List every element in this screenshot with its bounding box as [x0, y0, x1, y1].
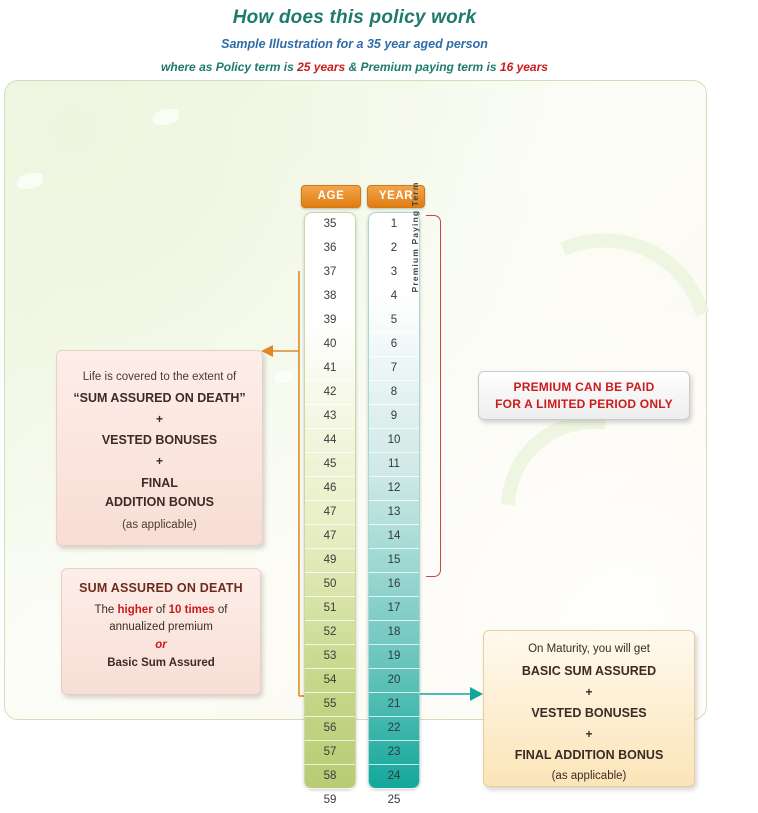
- year-cell: 2: [369, 237, 419, 261]
- age-cell: 43: [305, 405, 355, 429]
- year-cell: 20: [369, 669, 419, 693]
- death-benefit-line5: (as applicable): [122, 519, 197, 531]
- year-cell: 11: [369, 453, 419, 477]
- premium-period-line2: FOR A LIMITED PERIOD ONLY: [495, 397, 673, 411]
- maturity-benefit-box: [483, 630, 695, 787]
- page-subtitle-terms: [0, 60, 709, 74]
- maturity-line4: FINAL ADDITION BONUS: [514, 748, 664, 762]
- year-cell: 10: [369, 429, 419, 453]
- year-cell: 6: [369, 333, 419, 357]
- sum-assured-row1-pre: The: [94, 604, 118, 616]
- sum-assured-row3: Basic Sum Assured: [107, 657, 215, 669]
- death-benefit-line3: VESTED BONUSES: [101, 433, 218, 447]
- year-cell: 21: [369, 693, 419, 717]
- year-cell: 19: [369, 645, 419, 669]
- age-cell: 42: [305, 381, 355, 405]
- age-cell: 54: [305, 669, 355, 693]
- maturity-plus2: +: [585, 727, 593, 741]
- age-column-header: AGE: [301, 185, 361, 208]
- year-column-header: YEAR: [367, 185, 425, 208]
- age-cell: 46: [305, 477, 355, 501]
- death-benefit-line4b: ADDITION BONUS: [104, 495, 215, 509]
- year-cell: 4: [369, 285, 419, 309]
- age-cell: 47: [305, 501, 355, 525]
- age-cell: 53: [305, 645, 355, 669]
- death-benefit-plus2: +: [155, 454, 163, 468]
- age-cell: 57: [305, 741, 355, 765]
- year-cell: 8: [369, 381, 419, 405]
- maturity-plus1: +: [585, 685, 593, 699]
- sum-assured-heading: SUM ASSURED ON DEATH: [79, 581, 243, 595]
- decorative-swirl: [430, 193, 758, 536]
- policy-term-value: 25 years: [297, 60, 346, 74]
- year-cell: 15: [369, 549, 419, 573]
- age-cell: 35: [305, 213, 355, 237]
- death-benefit-line2: “SUM ASSURED ON DEATH”: [73, 391, 246, 405]
- age-cell: 44: [305, 429, 355, 453]
- year-cell: 25: [369, 789, 419, 813]
- death-benefit-line4a: FINAL: [141, 476, 178, 490]
- age-cell: 52: [305, 621, 355, 645]
- age-cell: 58: [305, 765, 355, 789]
- sum-assured-row2: annualized premium: [109, 621, 213, 633]
- decorative-leaf: [153, 109, 179, 125]
- year-cell: 5: [369, 309, 419, 333]
- age-cell: 59: [305, 789, 355, 813]
- premium-period-line1: PREMIUM CAN BE PAID: [513, 380, 655, 394]
- age-cell: 36: [305, 237, 355, 261]
- age-cell: 49: [305, 549, 355, 573]
- age-cell: 40: [305, 333, 355, 357]
- decorative-leaf: [275, 371, 293, 383]
- age-cell: 50: [305, 573, 355, 597]
- year-cell: 13: [369, 501, 419, 525]
- sum-assured-times: 10 times: [168, 604, 215, 616]
- year-cell: 7: [369, 357, 419, 381]
- age-cell: 47: [305, 525, 355, 549]
- year-cell: 17: [369, 597, 419, 621]
- premium-paying-term-label: Premium Paying Term: [410, 181, 420, 293]
- sum-assured-higher: higher: [117, 604, 153, 616]
- year-cell: 3: [369, 261, 419, 285]
- age-cell: 55: [305, 693, 355, 717]
- death-benefit-line1: Life is covered to the extent of: [82, 371, 237, 383]
- year-cell: 16: [369, 573, 419, 597]
- page-subtitle: Sample Illustration for a 35 year aged person: [221, 37, 488, 51]
- maturity-line1: On Maturity, you will get: [528, 643, 650, 655]
- death-benefit-box: [56, 350, 263, 546]
- decorative-leaf: [17, 173, 43, 189]
- year-cell: 14: [369, 525, 419, 549]
- year-cell: 24: [369, 765, 419, 789]
- age-cell: 56: [305, 717, 355, 741]
- age-cell: 41: [305, 357, 355, 381]
- premium-period-box: [478, 371, 690, 420]
- age-cell: 37: [305, 261, 355, 285]
- terms-middle: & Premium paying term is: [345, 60, 500, 74]
- sum-assured-row1: [62, 604, 260, 616]
- age-cell: 38: [305, 285, 355, 309]
- sum-assured-box: [61, 568, 261, 695]
- age-cell: 39: [305, 309, 355, 333]
- year-cell: 22: [369, 717, 419, 741]
- premium-paying-term-bracket: [426, 215, 441, 577]
- maturity-line3: VESTED BONUSES: [531, 706, 647, 720]
- year-cell: 18: [369, 621, 419, 645]
- year-cell: 12: [369, 477, 419, 501]
- diagram-panel: [4, 80, 707, 806]
- sum-assured-row1-mid: of: [152, 604, 169, 616]
- maturity-line2: BASIC SUM ASSURED: [521, 664, 657, 678]
- death-benefit-plus1: +: [155, 412, 163, 426]
- year-cell: 1: [369, 213, 419, 237]
- age-cell: 51: [305, 597, 355, 621]
- age-ladder: [304, 212, 356, 806]
- sum-assured-or: or: [155, 639, 167, 651]
- sum-assured-row1-post: of: [214, 604, 228, 616]
- maturity-line5: (as applicable): [551, 770, 627, 782]
- header: [0, 0, 709, 78]
- terms-prefix: where as Policy term is: [161, 60, 298, 74]
- page-title: How does this policy work: [232, 7, 477, 28]
- year-cell: 23: [369, 741, 419, 765]
- age-cell: 45: [305, 453, 355, 477]
- year-cell: 9: [369, 405, 419, 429]
- premium-paying-term-value: 16 years: [499, 60, 548, 74]
